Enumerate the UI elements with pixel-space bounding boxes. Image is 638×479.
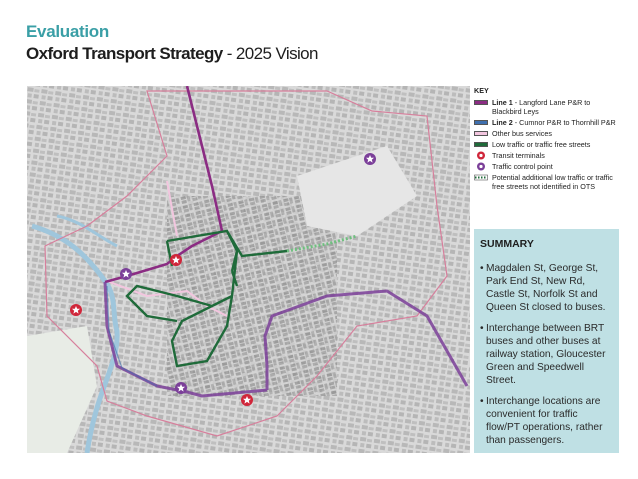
dashed-green-swatch	[474, 173, 488, 182]
key-item-text: - Langford Lane P&R to Blackbird Leys	[492, 98, 591, 116]
summary-point-text: Interchange locations are convenient for traffic flow/PT operations, rather than passengers.	[486, 396, 603, 446]
key-item-text: Transit terminals	[492, 151, 545, 160]
key-item-potential-streets	[474, 173, 619, 191]
key-item-text: Traffic control point	[492, 162, 553, 171]
summary-point	[480, 395, 611, 447]
map-key	[474, 86, 619, 193]
key-item-label	[492, 118, 616, 127]
key-item-other-bus	[474, 129, 619, 138]
other-bus-swatch	[474, 131, 488, 136]
key-item-bold: Line 1	[492, 98, 513, 107]
key-item-low-traffic	[474, 140, 619, 149]
key-item-text: - Cumnor P&R to Thornhill P&R	[512, 118, 616, 127]
bullet-icon: •	[480, 323, 484, 334]
summary-point-text: Interchange between BRT buses and other buses at railway station, Gloucester Green and Speedwell Street.	[486, 323, 606, 386]
summary-panel	[474, 229, 619, 453]
line2-swatch	[474, 120, 488, 125]
summary-title: SUMMARY	[480, 238, 534, 250]
key-item-text: Other bus services	[492, 129, 552, 138]
title-suffix: - 2025 Vision	[222, 44, 318, 63]
low-traffic-swatch	[474, 142, 488, 147]
transit-terminal-icon	[241, 394, 253, 406]
line1-swatch	[474, 100, 488, 105]
key-item-bold: Line 2	[492, 118, 513, 127]
summary-point-text: Magdalen St, George St, Park End St, New Rd, Castle St, Norfolk St and Queen St closed to buses.	[486, 263, 606, 313]
transit-terminal-icon	[170, 254, 182, 266]
traffic-control-icon	[120, 268, 132, 280]
key-item-text: Potential additional low traffic or traffic free streets not identified in OTS	[492, 173, 613, 191]
key-item-text: Low traffic or traffic free streets	[492, 140, 591, 149]
traffic-control-icon	[474, 162, 488, 171]
key-item-line2	[474, 118, 619, 127]
key-item-line1	[474, 98, 619, 116]
traffic-control-icon	[364, 153, 376, 165]
key-item-label	[492, 98, 619, 116]
transit-terminal-icon	[474, 151, 488, 160]
traffic-control-icon	[175, 382, 187, 394]
summary-point	[480, 322, 611, 387]
key-item-transit-terminal	[474, 151, 619, 160]
key-item-traffic-control	[474, 162, 619, 171]
key-title: KEY	[474, 86, 489, 95]
title-main: Oxford Transport Strategy	[26, 44, 223, 63]
page-title	[26, 44, 318, 64]
transit-terminal-icon	[70, 304, 82, 316]
section-eyebrow: Evaluation	[26, 22, 109, 41]
summary-point	[480, 262, 611, 314]
city-map	[27, 86, 470, 453]
bullet-icon: •	[480, 396, 484, 407]
bullet-icon: •	[480, 263, 484, 274]
